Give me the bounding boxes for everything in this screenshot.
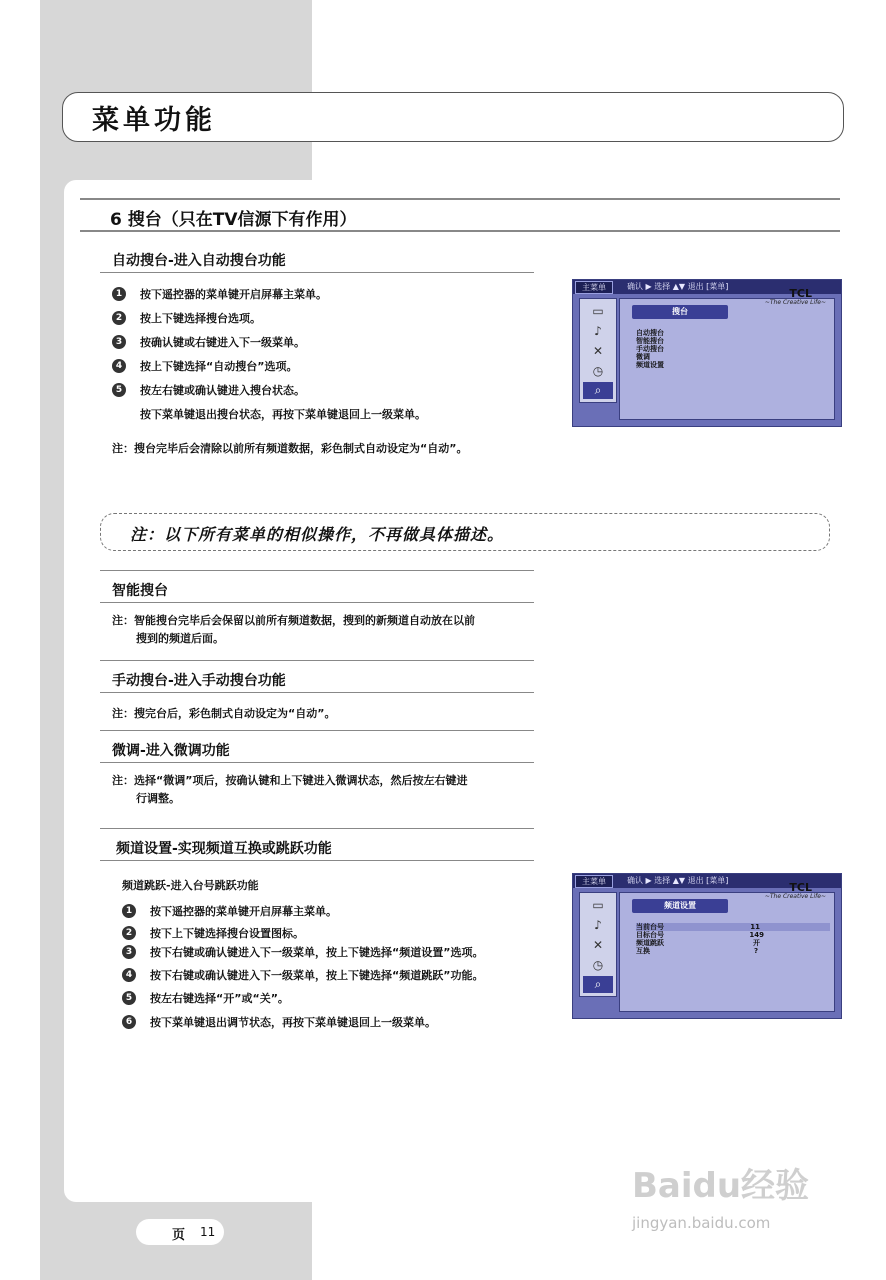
page-number: 11 xyxy=(200,1225,216,1239)
smart-note: 注：智能搜台完毕后会保留以前所有频道数据，搜到的新频道自动放在以前 xyxy=(112,614,475,627)
step-number-icon: 2 xyxy=(122,926,136,940)
tv-menu-screenshot-search xyxy=(572,279,842,427)
tv-icon-sidebar xyxy=(579,298,617,403)
picture-icon: ▭ xyxy=(592,303,604,318)
tools-icon: ✕ xyxy=(592,937,604,952)
tv-menu-title: 频道设置 xyxy=(632,899,728,913)
page-label: 页 xyxy=(172,1228,186,1243)
smart-search-heading: 智能搜台 xyxy=(112,583,168,599)
tcl-tagline: ~The Creative Life~ xyxy=(764,893,826,900)
section-title: 6 搜台（只在TV信源下有作用） xyxy=(110,210,357,230)
list-item: 5 按左右键选择“开”或“关”。 xyxy=(122,990,289,1006)
tv-menu-screenshot-channel-setting xyxy=(572,873,842,1019)
list-item: 1 按下遥控器的菜单键开启屏幕主菜单。 xyxy=(112,286,327,302)
tv-menu-panel xyxy=(619,287,835,420)
step-extra-text: 按下菜单键退出搜台状态，再按下菜单键退回上一级菜单。 xyxy=(140,408,426,421)
manual-search-heading: 手动搜台-进入手动搜台功能 xyxy=(112,673,286,689)
menu-item: 频道设置 xyxy=(636,361,664,369)
fine-tune-note-cont: 行调整。 xyxy=(136,792,180,805)
step-number-icon: 3 xyxy=(122,945,136,959)
tv-main-menu-tab: 主菜单 xyxy=(575,875,613,888)
table-row: 目标台号 149 xyxy=(636,931,764,939)
channel-setting-heading: 频道设置-实现频道互换或跳跃功能 xyxy=(116,841,332,857)
channel-skip-subheading: 频道跳跃-进入台号跳跃功能 xyxy=(122,879,259,892)
divider xyxy=(80,230,840,232)
divider xyxy=(100,692,534,693)
fine-tune-note: 注：选择“微调”项后，按确认键和上下键进入微调状态，然后按左右键进 xyxy=(112,774,468,787)
list-item: 2 按下上下键选择搜台设置图标。 xyxy=(122,925,304,941)
menu-item: 自动搜台 xyxy=(636,329,664,337)
step-number-icon: 5 xyxy=(112,383,126,397)
tv-hint-text: 确认 ▶ 选择 ▲▼ 退出 [菜单] xyxy=(627,282,729,291)
sound-icon: ♪ xyxy=(594,323,602,338)
fine-tune-heading: 微调-进入微调功能 xyxy=(112,743,230,759)
table-row: 互换 ? xyxy=(636,947,758,955)
list-item: 3 按下右键或确认键进入下一级菜单，按上下键选择“频道设置”选项。 xyxy=(122,944,483,960)
list-item: 1 按下遥控器的菜单键开启屏幕主菜单。 xyxy=(122,903,337,919)
search-icon: ⌕ xyxy=(583,382,613,399)
step-number-icon: 4 xyxy=(112,359,126,373)
divider xyxy=(100,762,534,763)
tv-icon-sidebar xyxy=(579,892,617,997)
divider xyxy=(100,660,534,661)
tcl-logo: TCL xyxy=(789,287,812,300)
list-item: 5 按左右键或确认键进入搜台状态。 xyxy=(112,382,305,398)
menu-item: 智能搜台 xyxy=(636,337,664,345)
baidu-watermark: Baidu经验 xyxy=(632,1166,810,1206)
list-item: 2 按上下键选择搜台选项。 xyxy=(112,310,261,326)
tv-hint-text: 确认 ▶ 选择 ▲▼ 退出 [菜单] xyxy=(627,876,729,885)
table-row: 频道跳跃 开 xyxy=(636,939,760,947)
list-item: 3 按确认键或右键进入下一级菜单。 xyxy=(112,334,305,350)
tv-menu-items xyxy=(636,329,664,369)
list-item: 4 按上下键选择“自动搜台”选项。 xyxy=(112,358,297,374)
smart-note-cont: 搜到的频道后面。 xyxy=(136,632,224,645)
auto-search-heading: 自动搜台-进入自动搜台功能 xyxy=(112,253,286,269)
list-item: 6 按下菜单键退出调节状态，再按下菜单键退回上一级菜单。 xyxy=(122,1014,436,1030)
tv-menu-panel xyxy=(619,881,835,1012)
manual-note: 注：搜完台后，彩色制式自动设定为“自动”。 xyxy=(112,707,336,720)
clock-icon: ◷ xyxy=(592,957,604,972)
step-number-icon: 4 xyxy=(122,968,136,982)
menu-item: 微调 xyxy=(636,353,650,361)
tv-menu-title: 搜台 xyxy=(632,305,728,319)
sound-icon: ♪ xyxy=(594,917,602,932)
step-number-icon: 1 xyxy=(122,904,136,918)
step-number-icon: 6 xyxy=(122,1015,136,1029)
divider xyxy=(100,602,534,603)
picture-icon: ▭ xyxy=(592,897,604,912)
list-item: 4 按下右键或确认键进入下一级菜单，按上下键选择“频道跳跃”功能。 xyxy=(122,967,483,983)
table-row: 当前台号 11 xyxy=(636,923,830,931)
divider xyxy=(100,828,534,829)
divider xyxy=(100,860,534,861)
page-title: 菜单功能 xyxy=(92,105,216,136)
divider xyxy=(80,198,840,200)
tools-icon: ✕ xyxy=(592,343,604,358)
step-number-icon: 2 xyxy=(112,311,126,325)
tcl-tagline: ~The Creative Life~ xyxy=(764,299,826,306)
tcl-logo: TCL xyxy=(789,881,812,894)
divider xyxy=(100,570,534,571)
step-number-icon: 5 xyxy=(122,991,136,1005)
tv-menu-table xyxy=(636,923,830,955)
common-note: 注：以下所有菜单的相似操作，不再做具体描述。 xyxy=(130,525,505,544)
auto-note: 注：搜台完毕后会清除以前所有频道数据，彩色制式自动设定为“自动”。 xyxy=(112,442,468,455)
menu-item: 手动搜台 xyxy=(636,345,664,353)
divider xyxy=(100,272,534,273)
step-number-icon: 3 xyxy=(112,335,126,349)
divider xyxy=(100,730,534,731)
baidu-watermark-url: jingyan.baidu.com xyxy=(632,1214,771,1232)
tv-main-menu-tab: 主菜单 xyxy=(575,281,613,294)
search-icon: ⌕ xyxy=(583,976,613,993)
step-number-icon: 1 xyxy=(112,287,126,301)
clock-icon: ◷ xyxy=(592,363,604,378)
